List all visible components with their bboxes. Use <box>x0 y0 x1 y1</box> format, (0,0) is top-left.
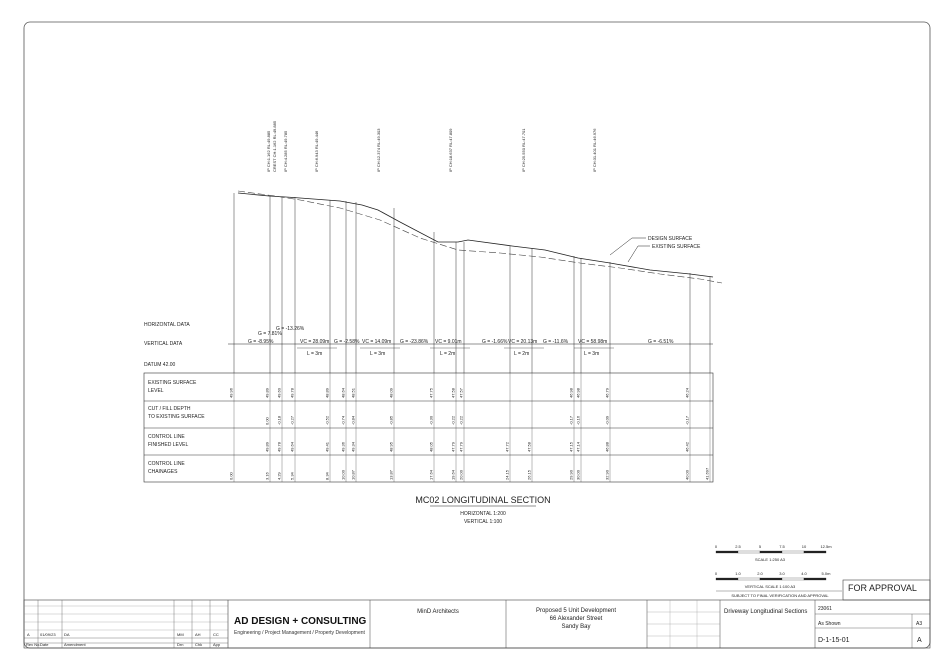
grade-label: G = -13.26% <box>276 326 305 332</box>
rev-header-desc: Amendment <box>64 642 86 647</box>
table-cell-cf: -0.17 <box>568 415 574 425</box>
table-cell-ex: 49.89 <box>264 387 270 398</box>
table-cell-fl: 49.64 <box>289 441 295 452</box>
table-cell-ex: 48.89 <box>324 387 330 398</box>
rev-header-app: App <box>213 642 221 647</box>
scale-tick: 3.0 <box>779 571 785 576</box>
table-cell-ch: 0.00 <box>228 472 234 480</box>
grade-label: G = -11.6% <box>543 339 569 345</box>
ip-label: IP CH:18.637 RL:47.809 <box>448 128 453 172</box>
datum-label: DATUM 42.00 <box>144 362 176 368</box>
table-cell-ex: 49.78 <box>289 387 295 398</box>
rev-header-rev: Rev No. <box>26 642 41 647</box>
table-cell-ch: 20.00 <box>458 469 464 480</box>
grade-label: G = -2.58% <box>334 339 360 345</box>
vc-length-label: L = 3m <box>307 351 323 357</box>
table-cell-ex: 46.98 <box>568 387 574 398</box>
v-scale-caption: VERTICAL SCALE 1:100 A3 <box>744 584 796 589</box>
table-cell-ex: 47.58 <box>450 387 456 398</box>
table-cell-fl: 49.41 <box>324 441 330 452</box>
table-cell-cf: -0.09 <box>604 415 610 425</box>
rev-chk-value: AH <box>195 632 201 637</box>
scale-tick: 1.0 <box>735 571 741 576</box>
scale-tick: 0 <box>714 571 718 576</box>
cutfill-label-1: CUT / FILL DEPTH <box>148 406 191 412</box>
verification-note: SUBJECT TO FINAL VERIFICATION AND APPROVAL <box>731 593 829 598</box>
rev-desc-value: DA <box>64 632 70 637</box>
table-cell-cf: -0.52 <box>324 415 330 425</box>
table-cell-ch: 17.64 <box>428 469 434 480</box>
scale-tick: 7.5 <box>779 544 785 549</box>
ip-label: IP CH:4.285 RL:49.785 <box>283 130 288 172</box>
table-cell-cf: -0.74 <box>340 415 346 425</box>
table-cell-ex: 47.75 <box>428 387 434 398</box>
table-cell-fl: 47.15 <box>568 441 574 452</box>
grade-label: G = -23.86% <box>400 339 429 345</box>
grade-label: VC = 14.09m <box>362 339 392 345</box>
table-cell-cf: -0.27 <box>289 415 295 425</box>
grade-label: G = -6.51% <box>648 339 674 345</box>
scale-tick: 10 <box>801 544 807 549</box>
data-table <box>144 322 713 482</box>
grade-label: VC = 20.13m <box>508 339 538 345</box>
grade-label: VC = 58.98m <box>578 339 608 345</box>
table-cell-cf: 0.00 <box>264 417 270 425</box>
table-cell-ex: 48.09 <box>388 387 394 398</box>
ip-label: IP CH:25.550 RL:47.701 <box>521 128 526 172</box>
horizontal-data-label: HORIZONTAL DATA <box>144 322 190 328</box>
sheet-size: A3 <box>916 621 923 627</box>
finished-level-label-1: CONTROL LINE <box>148 434 185 440</box>
design-surface-callout: DESIGN SURFACE <box>648 236 693 242</box>
table-cell-fl: 49.78 <box>276 441 282 452</box>
table-cell-ch: 8.34 <box>324 472 330 480</box>
vertical-data-label: VERTICAL DATA <box>144 341 183 347</box>
table-cell-fl: 49.36 <box>340 441 346 452</box>
table-cell-ch: 13.87 <box>388 469 394 480</box>
project-line-1: Proposed 5 Unit Development <box>535 608 617 614</box>
horizontal-scale: HORIZONTAL 1:200 <box>460 511 506 517</box>
table-cell-fl: 49.89 <box>264 441 270 452</box>
table-cell-ch: 4.29 <box>276 472 282 480</box>
chainage-label-2: CHAINAGES <box>148 469 178 475</box>
table-cell-fl: 47.58 <box>526 441 532 452</box>
table-cell-cf: -0.22 <box>458 415 464 425</box>
job-number: 23061 <box>818 606 832 612</box>
table-cell-cf: -0.16 <box>575 415 581 425</box>
section-title: MC02 LONGITUDINAL SECTION <box>415 495 551 505</box>
grade-label: G = -8.95% <box>248 339 274 345</box>
rev-app-value: CC <box>213 632 219 637</box>
table-cell-cf: -0.84 <box>350 415 356 425</box>
table-cell-cf: -0.85 <box>388 415 394 425</box>
table-cell-ex: 48.64 <box>340 387 346 398</box>
table-cell-ch: 26.15 <box>526 469 532 480</box>
table-cell-ex: 46.79 <box>604 387 610 398</box>
chainage-label-1: CONTROL LINE <box>148 461 185 467</box>
table-cell-ch: 24.15 <box>504 469 510 480</box>
company-tagline: Engineering / Project Management / Property Development <box>234 630 365 636</box>
table-cell-ex: 46.24 <box>684 387 690 398</box>
design-surface-line <box>238 193 713 277</box>
grade-label: G = -1.66% <box>482 339 508 345</box>
rev-date-value: 01/09/23 <box>40 632 56 637</box>
table-cell-ex: 49.60 <box>276 387 282 398</box>
table-cell-ex: 49.96 <box>228 387 234 398</box>
vc-length-label: L = 2m <box>440 351 456 357</box>
table-cell-ch: 10.00 <box>340 469 346 480</box>
table-cell-cf: -0.17 <box>684 415 690 425</box>
table-cell-fl: 48.05 <box>428 441 434 452</box>
scale-tick: 5 <box>758 544 762 549</box>
table-cell-fl: 46.88 <box>604 441 610 452</box>
table-cell-ch: 10.87 <box>350 469 356 480</box>
drawing-number: D-1-15-01 <box>818 637 850 644</box>
table-cell-fl: 46.42 <box>684 441 690 452</box>
title-block <box>24 580 930 648</box>
status-stamp: FOR APPROVAL <box>848 583 917 593</box>
company-logo-text: AD DESIGN + CONSULTING <box>234 616 367 627</box>
table-cell-ch: 30.00 <box>575 469 581 480</box>
table-cell-ch: 41.697 <box>704 467 710 480</box>
long-section-profile <box>234 191 722 482</box>
grade-label: G = 7.81% <box>258 331 282 337</box>
table-cell-cf: -0.30 <box>428 415 434 425</box>
grade-label: VC = 9.01m <box>435 339 462 345</box>
ip-label: IP CH:1.162 RL:49.885 <box>266 130 271 172</box>
table-cell-ex: 48.51 <box>350 387 356 398</box>
table-cell-ch: 29.90 <box>568 469 574 480</box>
table-cell-cf: -0.22 <box>450 415 456 425</box>
scale-tick: 2.0 <box>757 571 763 576</box>
table-cell-fl: 47.79 <box>450 441 456 452</box>
vc-length-label: L = 2m <box>514 351 530 357</box>
grade-label: VC = 28.09m <box>300 339 330 345</box>
drawing-title: Driveway Longitudinal Sections <box>724 609 808 615</box>
finished-level-label-2: FINISHED LEVEL <box>148 442 189 448</box>
ip-label: IP CH:12.374 RL:49.303 <box>376 128 381 172</box>
rev-value: A <box>27 632 30 637</box>
table-cell-cf: -0.18 <box>276 415 282 425</box>
cutfill-label-2: TO EXISTING SURFACE <box>148 414 205 420</box>
scale-tick: 0 <box>714 544 718 549</box>
table-cell-ch: 40.00 <box>684 469 690 480</box>
scale-value: As Shown <box>818 621 841 627</box>
table-cell-fl: 47.79 <box>458 441 464 452</box>
h-scale-caption: SCALE 1:250 A3 <box>754 557 786 562</box>
table-cell-fl: 48.95 <box>388 441 394 452</box>
table-cell-fl: 49.34 <box>350 441 356 452</box>
existing-level-label-1: EXISTING SURFACE <box>148 380 197 386</box>
existing-surface-callout: EXISTING SURFACE <box>652 244 701 250</box>
table-cell-fl: 47.14 <box>575 441 581 452</box>
ip-label: IP CH:31.401 RL:46.976 <box>592 128 597 172</box>
table-cell-ch: 5.34 <box>289 472 295 480</box>
vertical-scale: VERTICAL 1:100 <box>463 519 503 525</box>
rev-header-by: Drn <box>177 642 184 647</box>
project-line-3: Sandy Bay <box>561 624 591 630</box>
scale-bars <box>715 544 842 598</box>
revision-letter: A <box>917 637 922 644</box>
scale-tick: 5.0m <box>821 571 831 576</box>
ip-label: CREST CH:1.162 RL:49.885 <box>272 120 277 172</box>
rev-header-date: Date <box>40 642 49 647</box>
table-cell-ex: 46.98 <box>575 387 581 398</box>
table-cell-ch: 19.64 <box>450 469 456 480</box>
scale-tick: 4.0 <box>801 571 807 576</box>
rev-header-chk: Chk <box>195 642 203 647</box>
vc-length-label: L = 3m <box>370 351 386 357</box>
scale-tick: 2.5 <box>735 544 741 549</box>
table-cell-ex: 47.57 <box>458 387 464 398</box>
existing-level-label-2: LEVEL <box>148 388 164 394</box>
table-cell-fl: 47.72 <box>504 441 510 452</box>
table-cell-ch: 3.16 <box>264 472 270 480</box>
rev-by-value: MM <box>177 632 184 637</box>
ip-labels <box>266 120 597 172</box>
vc-length-label: L = 3m <box>584 351 600 357</box>
table-cell-ch: 32.90 <box>604 469 610 480</box>
sheet-border <box>24 22 930 648</box>
ip-label: IP CH:6.943 RL:49.446 <box>314 130 319 172</box>
scale-tick: 12.5m <box>820 544 832 549</box>
architect-name: MinD Architects <box>417 609 459 615</box>
project-line-2: 66 Alexander Street <box>549 616 603 622</box>
